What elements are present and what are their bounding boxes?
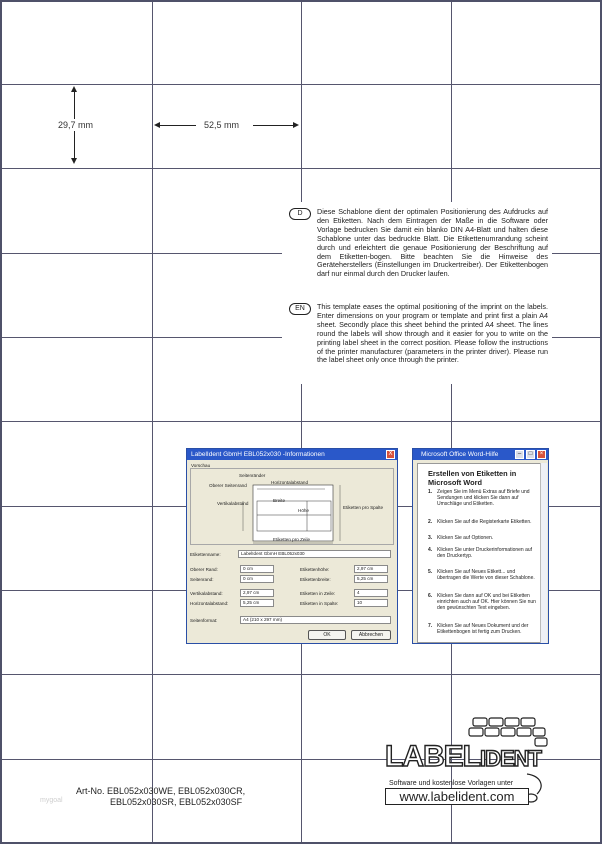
step-number: 6. [428, 593, 433, 599]
step-text: Klicken Sie auf Neues Dokument und der Etikettenbogen ist fertig zum Drucken. [437, 623, 529, 635]
labels-per-row-input[interactable]: 4 [354, 589, 388, 597]
help-titlebar [413, 449, 548, 460]
vertical-pitch-input[interactable]: 2,97 cm [240, 589, 274, 597]
step-number: 7. [428, 623, 433, 629]
top-margin-input[interactable]: 0 cm [240, 565, 274, 573]
diagram-label: Vertikalabstand [217, 501, 249, 506]
step-text: Klicken Sie unter Druckerinformationen auf den Druckertyp. [437, 547, 533, 559]
field-label: Etikettenbreite: [300, 577, 331, 582]
watermark: mygoal [40, 797, 63, 804]
logo-url-link[interactable]: www.labelident.com [385, 788, 529, 805]
height-dimension: 29,7 mm [58, 120, 94, 130]
step-text: Zeigen Sie im Menü Extras auf Briefe und Sendungen und klicken Sie dann auf Umschläge und Etiketten. [437, 489, 530, 507]
logo-suffix: IDENT [480, 746, 541, 771]
logo-main: LABEL [385, 740, 480, 773]
ok-button[interactable]: OK [308, 630, 346, 640]
step-text: Klicken Sie dann auf OK und bei Etiketten einrichten auch auf OK. Hier können Sie nun den gewünschten Text eingeben. [437, 593, 536, 611]
instructions-block [282, 202, 552, 384]
diagram-label: Breite [273, 498, 286, 503]
step-number: 3. [428, 535, 433, 541]
help-step [428, 548, 540, 560]
format-label: Seitenformat: [190, 618, 218, 623]
side-margin-input[interactable]: 0 cm [240, 575, 274, 583]
step-number: 4. [428, 547, 433, 553]
field-label: Etiketten in Zeile: [300, 591, 336, 596]
field-label: Seitenrand: [190, 577, 214, 582]
field-label: Oberer Rand: [190, 567, 218, 572]
step-number: 1. [428, 489, 433, 495]
minimize-icon[interactable]: – [515, 450, 524, 459]
arrow-head-icon [71, 158, 77, 164]
diagram-label: Etiketten pro Zeile [273, 537, 311, 542]
help-step [428, 594, 540, 611]
help-step [428, 624, 540, 636]
help-title: Microsoft Office Word-Hilfe [421, 451, 499, 458]
help-step [428, 536, 540, 542]
field-label: Vertikalabstand: [190, 591, 223, 596]
help-heading: Erstellen von Etiketten in Microsoft Word [428, 469, 517, 487]
labelident-logo [385, 716, 555, 808]
instructions-de: Diese Schablone dient der optimalen Positionierung des Aufdrucks auf den Etiketten. Nach dem Eintragen der Maße in die Software oder Vorlage bedrucken Sie damit ein blanko DIN A4-Blatt und halten diese Schablone unter das bedruckte Blatt. Die Etikettenumrandung scheint durch und erleichtert die genaue Positionierung der Beschriftung auf dem Etiketten-bogen. Bitte beachten Sie die Hinweise des Geräteherstellers (Einstellungen im Druckertreiber). Der Etikettenbogen darf nur einmal durch den Drucker laufen. [317, 207, 548, 279]
help-content [417, 463, 546, 643]
dialog-title: LabelIdent GbmH EBL052x030 -Informationen [191, 451, 325, 458]
labels-per-column-input[interactable]: 10 [354, 599, 388, 607]
lang-badge-en: EN [289, 303, 311, 315]
diagram-label: Etiketten pro Spalte [343, 505, 384, 510]
field-label: Etikettenhöhe: [300, 567, 330, 572]
article-numbers-line2: EBL052x030SR, EBL052x030SF [110, 797, 243, 807]
width-dimension: 52,5 mm [204, 120, 240, 130]
label-height-input[interactable]: 2,97 cm [354, 565, 388, 573]
step-text: Klicken Sie auf Neues Etikett... und übertragen die Werte von dieser Schablone. [437, 569, 535, 581]
logo-tagline: Software und kostenlose Vorlagen unter [389, 780, 514, 787]
step-text: Klicken Sie auf Optionen. [437, 535, 494, 541]
label-name-input[interactable]: LabelIdent GbmH EBL052x030 [238, 550, 391, 558]
name-label: Etikettenname: [190, 552, 221, 557]
help-scrollbar[interactable] [540, 463, 547, 643]
arrow-head-icon [154, 122, 160, 128]
arrow-head-icon [293, 122, 299, 128]
page-format-select[interactable]: A4 (210 x 297 mm) [240, 616, 391, 624]
step-number: 5. [428, 569, 433, 575]
diagram-label: Horizontalabstand [271, 480, 309, 485]
field-label: Horizontalabstand: [190, 601, 229, 606]
word-help-window [412, 448, 549, 644]
logo-wordmark [385, 740, 541, 774]
diagram-label: Oberer Seitenrand [209, 483, 247, 488]
arrow-head-icon [71, 86, 77, 92]
article-numbers-line1: Art-No. EBL052x030WE, EBL052x030CR, [76, 786, 246, 796]
field-label: Etiketten in Spalte: [300, 601, 339, 606]
close-icon[interactable]: X [386, 450, 395, 459]
close-icon[interactable]: × [537, 450, 546, 459]
label-info-dialog [186, 448, 398, 644]
label-width-input[interactable]: 5,25 cm [354, 575, 388, 583]
horizontal-pitch-input[interactable]: 5,25 cm [240, 599, 274, 607]
help-step [428, 490, 540, 507]
help-step [428, 570, 540, 582]
diagram-label: Seitenränder [239, 473, 266, 478]
width-arrow-right [253, 125, 297, 126]
step-text: Klicken Sie auf die Registerkarte Etiketten. [437, 519, 532, 525]
preview-label: Vorschau [191, 463, 211, 468]
instructions-en: This template eases the optimal positioning of the imprint on the labels. Enter dimensions on your program or template and print first a plain A4 sheet. Secondly place this sheet behind the printed A4 sheet. The lines round the labels will show through and it easier for you to write on the printing label sheet in the correct position. Please follow the instructions of the printer manufacturer (parameters in the printer driver). Please run the label sheet only once through the printer. [317, 302, 548, 365]
width-arrow-left [156, 125, 196, 126]
step-number: 2. [428, 519, 433, 525]
diagram-label: Höhe [298, 508, 309, 513]
maximize-icon[interactable]: □ [526, 450, 535, 459]
help-step [428, 520, 540, 526]
cancel-button[interactable]: Abbrechen [351, 630, 391, 640]
lang-badge-de: D [289, 208, 311, 220]
